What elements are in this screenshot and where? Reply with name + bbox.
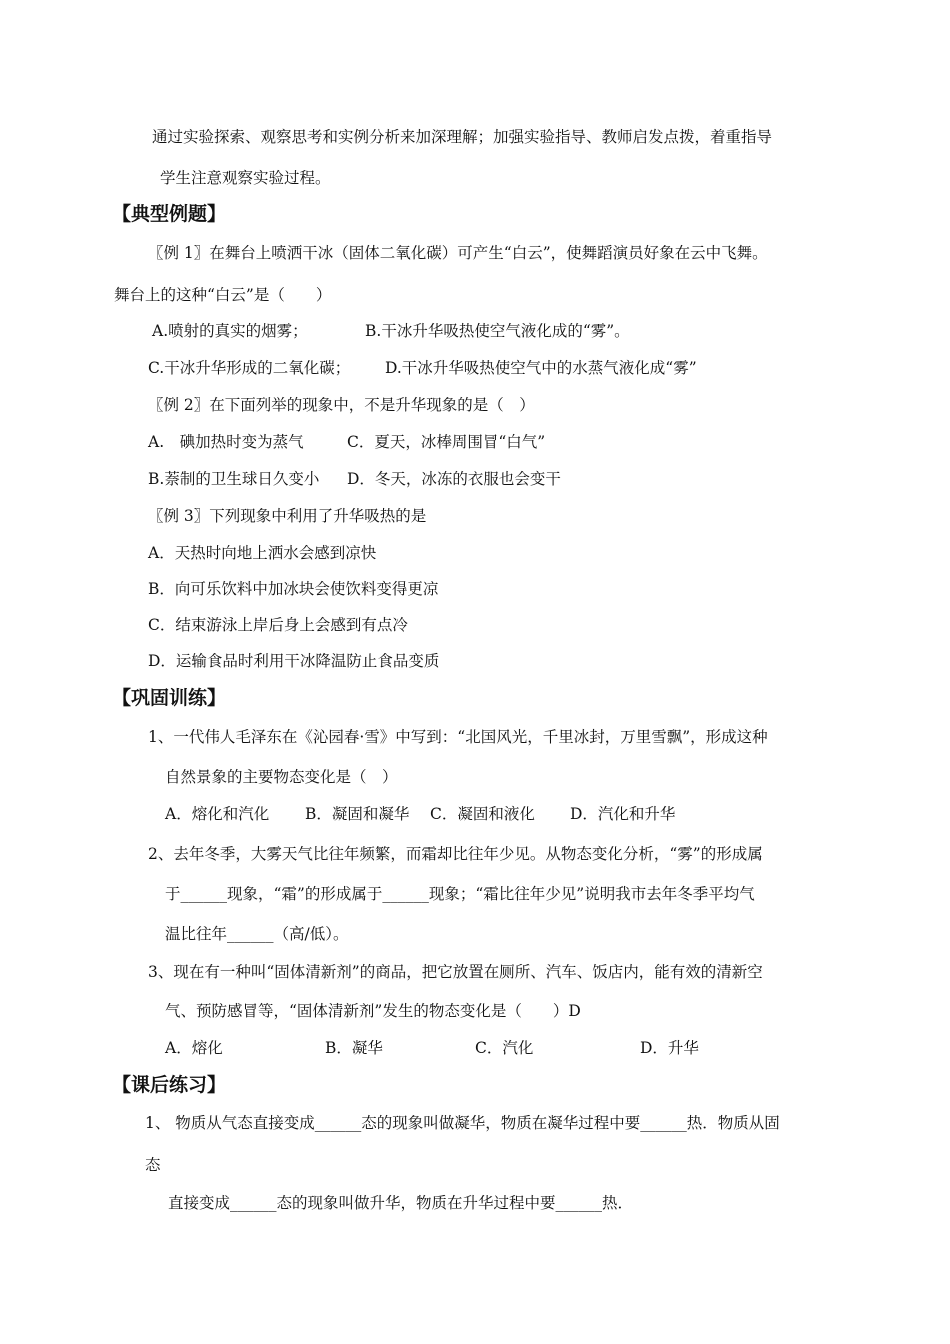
practice-2-line-1: 2、去年冬季，大雾天气比往年频繁，而霜却比往年少见。从物态变化分析，“雾”的形成属	[148, 845, 763, 863]
example-2-option-a: A. 碘加热时变为蒸气	[148, 433, 304, 451]
homework-1-line-1: 1、 物质从气态直接变成______态的现象叫做凝华，物质在凝华过程中要______热．物质从固	[145, 1114, 780, 1132]
example-1-option-b: B.干冰升华吸热使空气液化成的“雾”。	[365, 322, 630, 340]
example-1-line-2: 舞台上的这种“白云”是（ ）	[114, 286, 332, 304]
example-3-option-a: A．天热时向地上洒水会感到凉快	[148, 544, 377, 562]
homework-1-line-2: 态	[145, 1156, 161, 1174]
practice-1-line-1: 1、一代伟人毛泽东在《沁园春·雪》中写到：“北国风光，千里冰封，万里雪飘”，形成这种	[148, 728, 768, 746]
practice-1-option-c: C．凝固和液化	[430, 805, 535, 823]
heading-homework: 【课后练习】	[112, 1074, 227, 1096]
practice-1-line-2: 自然景象的主要物态变化是（ ）	[165, 768, 398, 786]
example-2-option-c: C．夏天，冰棒周围冒“白气”	[347, 433, 546, 451]
example-2-option-b: B.萘制的卫生球日久变小	[148, 470, 320, 488]
example-1-option-d: D.干冰升华吸热使空气中的水蒸气液化成“雾”	[385, 359, 697, 377]
example-1-option-a: A.喷射的真实的烟雾；	[152, 322, 308, 340]
example-1-option-c: C.干冰升华形成的二氧化碳；	[148, 359, 351, 377]
practice-3-option-a: A．熔化	[165, 1039, 223, 1057]
example-3-stem: 〖例 3〗下列现象中利用了升华吸热的是	[148, 507, 427, 525]
example-2-option-d: D．冬天，冰冻的衣服也会变干	[347, 470, 561, 488]
practice-2-line-3: 温比往年______（高/低）。	[165, 925, 349, 943]
example-3-option-d: D．运输食品时利用干冰降温防止食品变质	[148, 652, 440, 670]
practice-3-line-1: 3、现在有一种叫“固体清新剂”的商品，把它放置在厕所、汽车、饭店内，能有效的清新空	[148, 963, 763, 981]
homework-1-line-3: 直接变成______态的现象叫做升华，物质在升华过程中要______热．	[168, 1194, 634, 1212]
example-3-option-c: C．结束游泳上岸后身上会感到有点冷	[148, 616, 408, 634]
example-2-stem: 〖例 2〗在下面列举的现象中，不是升华现象的是（ ）	[148, 396, 535, 414]
practice-3-line-2: 气、预防感冒等，“固体清新剂”发生的物态变化是（ ）D	[165, 1002, 581, 1020]
intro-line-2: 学生注意观察实验过程。	[160, 169, 331, 187]
practice-3-option-b: B．凝华	[325, 1039, 383, 1057]
practice-3-option-d: D．升华	[640, 1039, 699, 1057]
practice-1-option-a: A．熔化和汽化	[165, 805, 270, 823]
practice-1-option-d: D．汽化和升华	[570, 805, 676, 823]
practice-3-option-c: C．汽化	[475, 1039, 534, 1057]
heading-examples: 【典型例题】	[112, 203, 227, 225]
heading-practice: 【巩固训练】	[112, 687, 227, 709]
practice-1-option-b: B．凝固和凝华	[305, 805, 410, 823]
practice-2-line-2: 于______现象，“霜”的形成属于______现象；“霜比往年少见”说明我市去年冬季平均气	[165, 885, 755, 903]
example-3-option-b: B．向可乐饮料中加冰块会使饮料变得更凉	[148, 580, 439, 598]
intro-line-1: 通过实验探索、观察思考和实例分析来加深理解；加强实验指导、教师启发点拨，着重指导	[152, 128, 773, 146]
example-1-line-1: 〖例 1〗在舞台上喷洒干冰（固体二氧化碳）可产生“白云”，使舞蹈演员好象在云中飞舞。	[148, 244, 768, 262]
